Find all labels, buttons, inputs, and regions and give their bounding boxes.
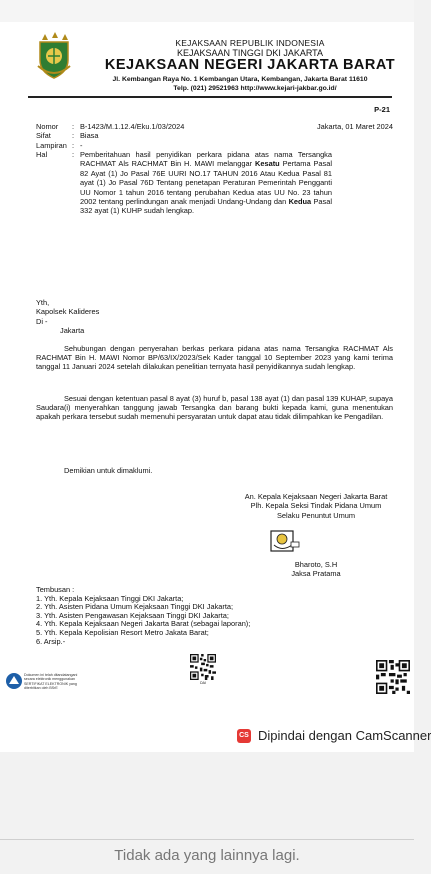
meta-colon: :: [72, 150, 75, 160]
letterhead-tinggi: KEJAKSAAN TINGGI DKI JAKARTA: [176, 48, 324, 58]
subject-text: [80, 150, 332, 216]
tembusan-item: 3. Yth. Asisten Pengawasan Kejaksaan Tinggi DKI Jakarta;: [36, 610, 229, 620]
letterhead-address: Jl. Kembangan Raya No. 1 Kembangan Utara, Kembangan, Jakarta Barat 11610: [112, 76, 368, 83]
top-band: [0, 0, 414, 22]
bsre-note: Dokumen ini telah ditandatangani secara elektronik menggunakan SERTIFIKAT ELEKTRONIK yang diterbitkan oleh BSrE: [24, 673, 78, 690]
tembusan-item: 5. Yth. Kepala Kepolisian Resort Metro Jakata Barat;: [36, 627, 209, 637]
letterhead: [0, 22, 414, 100]
meta-lampiran: [36, 141, 396, 150]
letter-date: Jakarta, 01 Maret 2024: [316, 122, 393, 131]
body-paragraph-1: Sehubungan dengan penyerahan berkas perkara pidana atas nama Tersangka RACHMAT Als RACHMAT Bin H. MAWI Nomor BP/63/IX/2023/Sek Kader tanggal 10 September 2023 yang kami terima tanggal 11 Januari 2024 setelah dilakukan penelitian ternyata hasil penyidikannya sudah lengkap.: [36, 344, 393, 372]
signature-line-3: Selaku Penuntut Umum: [276, 510, 356, 520]
subject-bold-1: Kesatu: [255, 159, 280, 169]
meta-nomor-value: B-1423/M.1.12.4/Eku.1/03/2024: [80, 122, 185, 131]
meta-lampiran-label: Lampiran: [36, 140, 67, 150]
subject-part-2: Pertama Pasal 82 Ayat (1) Jo Pasal 76E UURI NO.17 TAHUN 2016 Atau Kedua Pasal 81 ayat (1) Jo Pasal 76D Tentang penetapan Peraturan Pemerintah Pengganti UU Nomor 1 tahun 2016 tentang perubahan Kedua atas UU No. 23 tahun 2002 tentang perlindungan anak menjadi Undang-Undang dan: [80, 159, 332, 207]
meta-sifat: [36, 131, 396, 140]
body-paragraph-2: Sesuai dengan ketentuan pasal 8 ayat (3) huruf b, pasal 138 ayat (1) dan pasal 139 KUHAP, supaya Saudara(i) menyerahkan tanggung jawab Tersangka dan barang bukti kepada kami, guna menentukan apakah perkara tersebut sudah memenuhi persyaratan untuk dapat atau tidak dilimpahkan ke Pengadilan.: [36, 394, 393, 422]
letterhead-rule: [28, 96, 392, 98]
recipient-city: Jakarta: [60, 326, 85, 336]
signature-line-1: An. Kepala Kejaksaan Negeri Jakarta Barat: [244, 492, 388, 501]
signature-line-2: Plh. Kepala Seksi Tindak Pidana Umum: [250, 501, 382, 511]
camscanner-qr-icon: [376, 660, 410, 694]
letterhead-republic: KEJAKSAAN REPUBLIK INDONESIA: [175, 38, 325, 48]
signer-name: Bharoto, S.H: [294, 560, 338, 569]
recipient-di: Di -: [36, 316, 48, 326]
signer-block: [226, 560, 406, 579]
end-of-document-message: [0, 847, 414, 864]
form-code: P-21: [374, 105, 390, 114]
recipient-block: [36, 298, 236, 336]
recipient-yth: Yth,: [36, 298, 50, 307]
camscanner-icon: CS: [237, 729, 251, 743]
end-divider: [0, 839, 414, 840]
qr-caption: DAI: [200, 681, 206, 685]
letterhead-contact: Telp. (021) 29521963 http://www.kejari-jakbar.go.id/: [173, 85, 337, 92]
signature-block: [226, 492, 406, 520]
camscanner-label: Dipindai dengan CamScanner: [258, 728, 431, 743]
document-page[interactable]: [0, 22, 414, 722]
subject-bold-2: Kedua: [288, 197, 312, 207]
qr-code-icon: [190, 654, 216, 680]
tembusan-item: 4. Yth. Kepala Kejaksaan Negeri Jakarta Barat (sebagai laporan);: [36, 619, 251, 629]
tembusan-item: 6. Arsip.-: [36, 636, 66, 646]
end-message-text: Tidak ada yang lainnya lagi.: [114, 847, 300, 864]
e-signature-seal-icon: [270, 530, 300, 554]
tembusan-item: 2. Yth. Asisten Pidana Umum Kejaksaan Tinggi DKI Jakarta;: [36, 602, 234, 612]
meta-colon: :: [72, 131, 75, 141]
subject-part-1: Pemberitahuan hasil penyidikan perkara pidana atas nama Tersangka RACHMAT Als RACHMAT Bin H. MAWI melanggar: [80, 150, 332, 169]
letterhead-negeri: KEJAKSAAN NEGERI JAKARTA BARAT: [104, 57, 396, 73]
tembusan-block: [36, 586, 366, 646]
recipient-name: Kapolsek Kalideres: [36, 307, 100, 317]
tembusan-list: [36, 595, 366, 647]
tembusan-label: Tembusan :: [36, 585, 75, 594]
meta-colon: :: [72, 122, 75, 131]
tembusan-item: 1. Yth. Kepala Kejaksaan Tinggi DKI Jakarta;: [36, 593, 184, 603]
meta-colon: :: [72, 140, 75, 150]
meta-lampiran-value: -: [80, 140, 83, 150]
meta-nomor-label: Nomor: [36, 122, 59, 131]
meta-sifat-label: Sifat: [36, 131, 51, 141]
kejaksaan-emblem-icon: [34, 30, 74, 80]
closing-line: Demikian untuk dimaklumi.: [64, 466, 153, 475]
meta-hal-label: Hal: [36, 150, 48, 160]
subject-part-3: Pasal 332 ayat (1) KUHP sudah lengkap.: [80, 197, 332, 216]
meta-sifat-value: Biasa: [80, 131, 99, 141]
signer-title: Jaksa Pratama: [291, 569, 341, 579]
